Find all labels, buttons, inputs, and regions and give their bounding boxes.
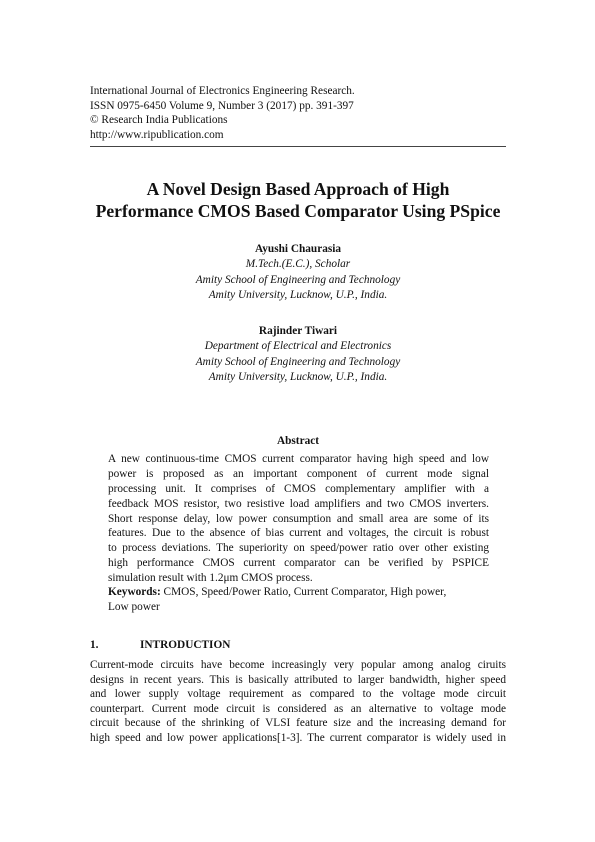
introduction-text xyxy=(90,658,506,746)
abstract-line: A new continuous-time CMOS current comparator having high speed and low xyxy=(108,453,489,465)
author-department: Department of Electrical and Electronics xyxy=(204,340,392,353)
body-line: counterpart. Current mode circuit is considered as an alternative to voltage mode xyxy=(90,702,506,715)
author-block-2 xyxy=(90,324,506,386)
journal-url: http://www.ripublication.com xyxy=(90,128,224,141)
section-heading-introduction xyxy=(90,639,506,651)
journal-issn: ISSN 0975-6450 Volume 9, Number 3 (2017) pp. 391-397 xyxy=(90,99,354,112)
body-line: circuit because of the shrinking of VLSI feature size and the increasing demand for xyxy=(90,717,506,730)
author-name: Rajinder Tiwari xyxy=(258,325,338,337)
title-line-2: Performance CMOS Based Comparator Using PSpice xyxy=(95,201,501,221)
body-line: and lower supply voltage requirement as compared to the voltage mode circuit xyxy=(90,688,506,701)
journal-publisher: © Research India Publications xyxy=(90,114,228,127)
author-school: Amity School of Engineering and Technology xyxy=(195,273,401,286)
author-university: Amity University, Lucknow, U.P., India. xyxy=(208,371,388,384)
paper-title xyxy=(60,178,536,222)
author-role: M.Tech.(E.C.), Scholar xyxy=(245,258,351,271)
section-title: INTRODUCTION xyxy=(140,639,231,651)
header-divider xyxy=(90,146,506,147)
journal-name: International Journal of Electronics Engineering Research. xyxy=(90,85,355,97)
journal-header xyxy=(90,84,506,142)
title-line-1: A Novel Design Based Approach of High xyxy=(146,179,450,199)
section-number: 1. xyxy=(90,639,99,651)
keywords-line-1 xyxy=(108,585,489,600)
author-university: Amity University, Lucknow, U.P., India. xyxy=(208,289,388,302)
body-line: designs in recent years. This is basically attributed to larger bandwidth, higher speed xyxy=(90,673,506,686)
abstract-text xyxy=(108,452,489,586)
abstract-line: to process deviations. The superiority on speed/power ratio over other existing xyxy=(108,542,489,555)
keywords-label: Keywords: xyxy=(108,586,161,598)
author-school: Amity School of Engineering and Technology xyxy=(195,355,401,368)
abstract-line: feedback MOS resistor, two resistive load amplifiers and two CMOS inverters. xyxy=(108,497,489,510)
abstract-line: simulation result with 1.2μm CMOS process. xyxy=(108,572,313,585)
abstract-line: processing unit. It comprises of CMOS complementary amplifier with a xyxy=(108,482,489,495)
abstract-line: power is proposed as an important component of current mode signal xyxy=(108,467,489,480)
author-block-1 xyxy=(90,242,506,304)
keywords-list: CMOS, Speed/Power Ratio, Current Comparator, High power, xyxy=(160,586,447,598)
keywords-line-2: Low power xyxy=(108,600,160,613)
keywords xyxy=(108,585,489,615)
author-name: Ayushi Chaurasia xyxy=(254,243,342,255)
abstract-line: features. Due to the absence of bias current and voltages, the circuit is robust xyxy=(108,527,489,540)
abstract-line: Short response delay, low power consumption and small area are some of its xyxy=(108,512,489,525)
abstract-line: high performance CMOS current comparator can be verified by PSPICE xyxy=(108,557,489,570)
body-line: high speed and low power applications[1-3]. The current comparator is widely used in xyxy=(90,731,506,744)
body-line: Current-mode circuits have become increasingly very popular among analog ciruits xyxy=(90,659,506,671)
abstract-heading: Abstract xyxy=(276,435,320,447)
